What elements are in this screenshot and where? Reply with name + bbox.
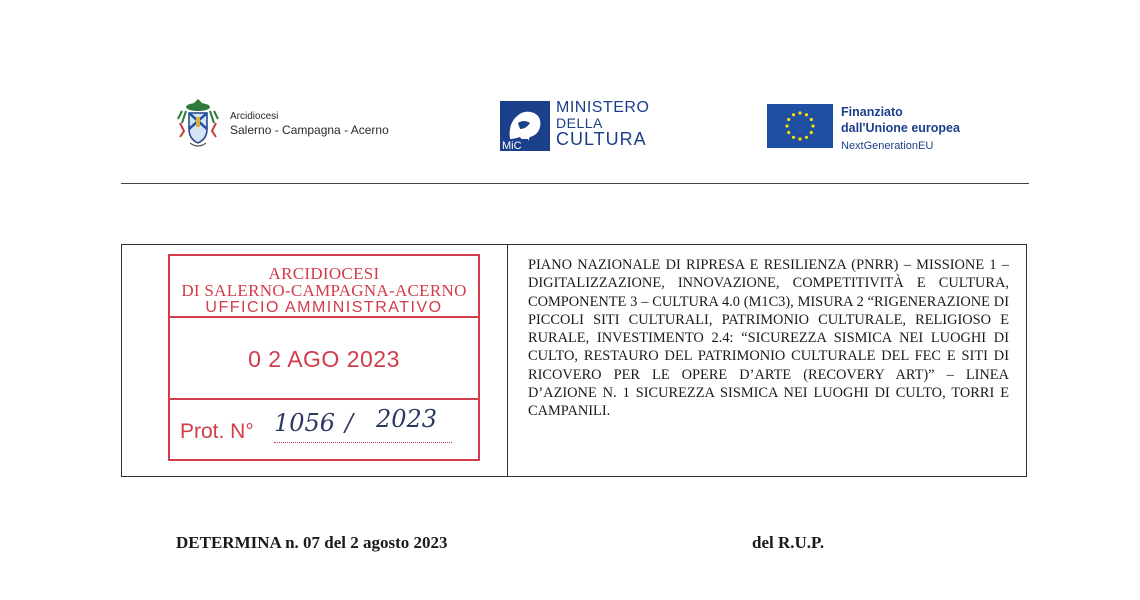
ministry-line2: DELLA (556, 115, 603, 131)
box-divider (507, 245, 508, 476)
diocese-label: Arcidiocesi (230, 111, 279, 122)
protocol-handwritten-number: 1056 (274, 409, 336, 437)
stamp-header (170, 256, 478, 318)
eu-logo (767, 104, 997, 152)
eu-funded-label: Finanziato (841, 105, 903, 119)
stamp-line2: DI SALERNO-CAMPAGNA-ACERNO (181, 281, 467, 300)
rup-label: del R.U.P. (752, 533, 825, 552)
ministry-logo (500, 101, 670, 151)
ministry-emblem-icon (500, 101, 550, 151)
eu-nextgen-label: NextGenerationEU (841, 140, 934, 152)
stamp-line3: UFFICIO AMMINISTRATIVO (205, 299, 443, 316)
eu-union-label: dall'Unione europea (841, 121, 960, 135)
protocol-dotted-line (274, 442, 452, 443)
stamp-line1: ARCIDIOCESI (268, 264, 380, 283)
protocol-handwritten-year: 2023 (376, 405, 438, 433)
protocol-separator: / (345, 409, 354, 437)
eu-flag-icon (767, 104, 833, 148)
diocese-name: Salerno - Campagna - Acerno (230, 123, 389, 137)
protocol-label: Prot. N° (180, 420, 254, 443)
stamp-date: 0 2 AGO 2023 (170, 318, 478, 400)
ministry-line3: CULTURA (556, 129, 647, 149)
determina-title: DETERMINA n. 07 del 2 agosto 2023 (176, 533, 448, 552)
diocese-logo (176, 97, 416, 149)
ministry-line1: MINISTERO (556, 99, 650, 116)
svg-text:MiC: MiC (502, 140, 522, 151)
document-info-box (121, 244, 1027, 477)
coat-of-arms-icon (176, 97, 220, 149)
protocol-number (180, 405, 470, 449)
protocol-stamp (168, 254, 480, 461)
header-divider (121, 183, 1029, 184)
pnrr-description: PIANO NAZIONALE DI RIPRESA E RESILIENZA (PNRR) – MISSIONE 1 – DIGITALIZZAZIONE, INNOVAZIONE, COMPETITIVITÀ E CULTURA, COMPONENTE 3 – CULTURA 4.0 (M1C3), MISURA 2 “RIGENERAZIONE DI PICCOLI SITI CULTURALI, PATRIMONIO CULTURALE, RELIGIOSO E RURALE, INVESTIMENTO 2.4: “SICUREZZA SISMICA NEI LUOGHI DI CULTO, RESTAURO DEL PATRIMONIO CULTURALE DEL FEC E SITI DI RICOVERO PER LE OPERE D’ARTE (RECOVERY ART)” – LINEA D’AZIONE N. 1 SICUREZZA SISMICA NEI LUOGHI DI CULTO, TORRI E CAMPANILI. (528, 257, 1009, 420)
